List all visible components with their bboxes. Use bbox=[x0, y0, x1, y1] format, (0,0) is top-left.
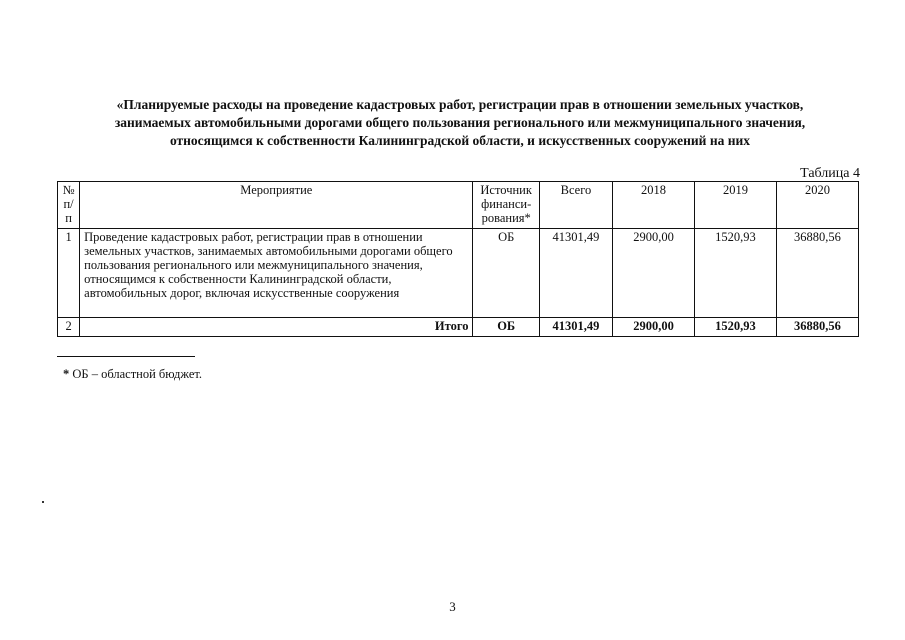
page-number: 3 bbox=[449, 599, 456, 614]
header-source: Источник финанси-рования* bbox=[473, 182, 539, 229]
header-total: Всего bbox=[539, 182, 612, 229]
row-2019: 1520,93 bbox=[695, 229, 777, 318]
footnote-star: * bbox=[63, 367, 70, 381]
title-line-3: относящимся к собственности Калининградской области, и искусственных сооружений на них bbox=[169, 133, 751, 148]
row-2018: 2900,00 bbox=[613, 229, 695, 318]
scan-speck bbox=[42, 501, 44, 503]
total-total: 41301,49 bbox=[539, 318, 612, 337]
header-2020: 2020 bbox=[776, 182, 858, 229]
document-title bbox=[60, 96, 860, 150]
total-2018: 2900,00 bbox=[613, 318, 695, 337]
total-row bbox=[58, 318, 859, 337]
table-caption: Таблица 4 bbox=[800, 166, 860, 181]
row-2020: 36880,56 bbox=[776, 229, 858, 318]
footnote-rule bbox=[57, 356, 195, 357]
row-total: 41301,49 bbox=[539, 229, 612, 318]
row-event: Проведение кадастровых работ, регистрации прав в отношении земельных участков, занимаемых автомобильными дорогами общего пользования регионального или межмуниципального значения, относящимся к собственности Калининградской области, автомобильных дорог, включая искусственные сооружения bbox=[80, 229, 473, 318]
title-line-2: занимаемых автомобильными дорогами общего пользования регионального или межмуниципального значения, bbox=[114, 115, 806, 130]
header-2019: 2019 bbox=[695, 182, 777, 229]
budget-table bbox=[57, 181, 859, 337]
total-2019: 1520,93 bbox=[695, 318, 777, 337]
table-header-row bbox=[58, 182, 859, 229]
total-2020: 36880,56 bbox=[776, 318, 858, 337]
footnote bbox=[63, 367, 202, 382]
title-line-1: «Планируемые расходы на проведение кадастровых работ, регистрации прав в отношении земельных участков, bbox=[116, 97, 804, 112]
total-label: Итого bbox=[80, 318, 473, 337]
footnote-text: ОБ – областной бюджет. bbox=[72, 367, 203, 381]
row-source: ОБ bbox=[473, 229, 539, 318]
total-source: ОБ bbox=[473, 318, 539, 337]
header-2018: 2018 bbox=[613, 182, 695, 229]
row-num: 1 bbox=[58, 229, 80, 318]
header-event: Мероприятие bbox=[80, 182, 473, 229]
table-row bbox=[58, 229, 859, 318]
header-num: № п/п bbox=[58, 182, 80, 229]
total-num: 2 bbox=[58, 318, 80, 337]
